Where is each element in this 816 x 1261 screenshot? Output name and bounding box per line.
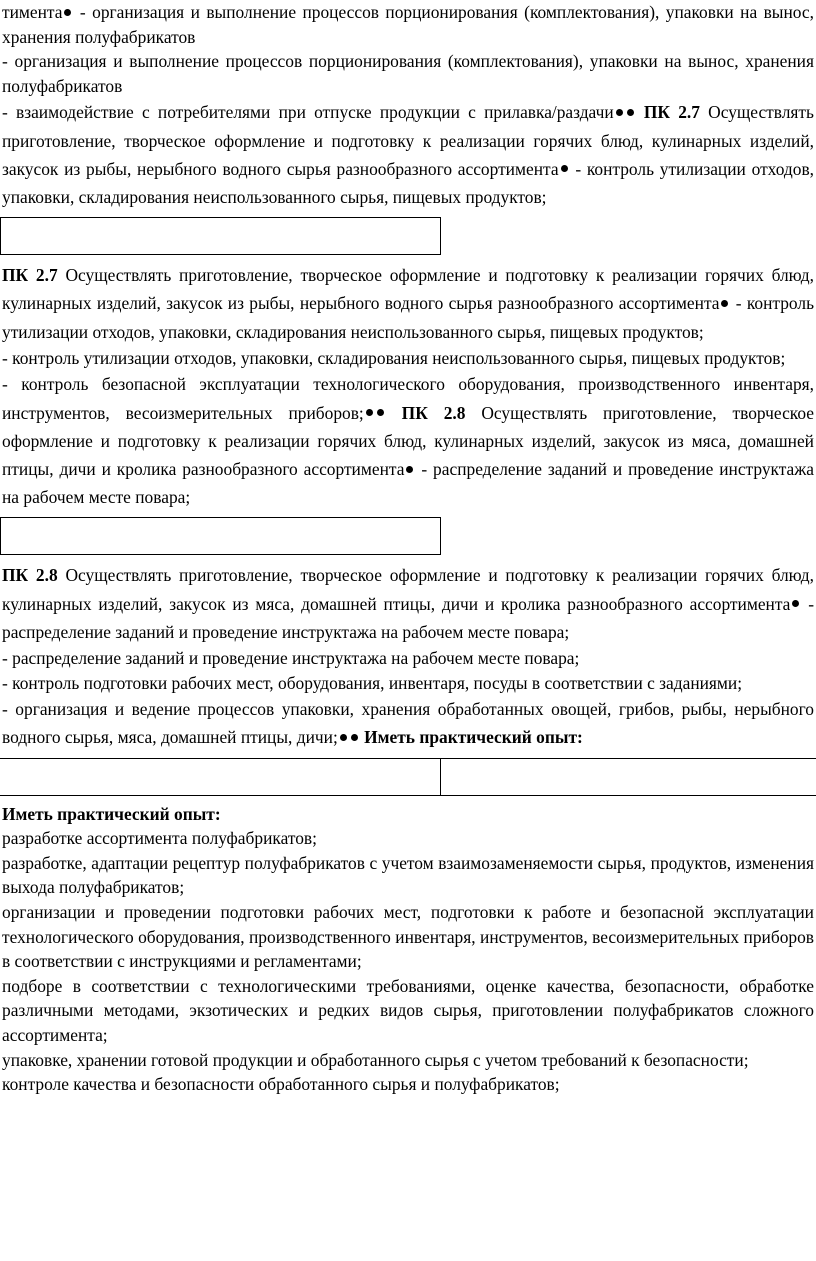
list-item: - распределение заданий и проведение инструктажа на рабочем месте повара;	[2, 648, 580, 669]
pk-label: ПК 2.8	[401, 402, 466, 423]
text-fragment: - организация и ведение процессов упаковки, хранения обработанных овощей, грибов, рыбы, нерыбного водного сырья, мяса, домашней птицы, дичи;	[2, 699, 814, 748]
section-heading: Иметь практический опыт:	[2, 803, 221, 824]
bullet-icon	[340, 734, 347, 741]
empty-table-cell	[0, 217, 441, 255]
section-4	[0, 802, 816, 1097]
text-fragment: Осуществлять приготовление, творческое оформление и подготовку к реализации горячих блюд, кулинарных изделий, закусок из рыбы, нерыбного водного сырья разнообразного ассортимента	[2, 265, 814, 314]
bullet-icon	[377, 409, 384, 416]
list-item: - контроль подготовки рабочих мест, оборудования, инвентаря, посуды в соответствии с заданиями;	[2, 672, 743, 693]
list-item: организации и проведении подготовки рабочих мест, подготовки к работе и безопасной эксплуатации технологического оборудования, производственного инвентаря, инструментов, весоизмерительных приборов в соответствии с инструкциями и регламентами;	[2, 901, 814, 972]
paragraph-pk	[2, 561, 814, 646]
section-2	[0, 261, 816, 555]
list-item: разработке ассортимента полуфабрикатов;	[2, 828, 317, 849]
list-item: - контроль утилизации отходов, упаковки, складирования неиспользованного сырья, пищевых продуктов;	[2, 347, 786, 368]
text-fragment: Осуществлять приготовление, творческое оформление и подготовку к реализации горячих блюд, кулинарных изделий, закусок из мяса, домашней птицы, дичи и кролика разнообразного ассортимента	[2, 402, 814, 479]
list-item: - организация и выполнение процессов порционирования (комплектования), упаковки на вынос, хранения полуфабрикатов	[2, 51, 814, 96]
bullet-icon	[351, 734, 358, 741]
bullet-icon	[627, 109, 634, 116]
text-fragment: - контроль безопасной эксплуатации технологического оборудования, производственного инвентаря, инструментов, весоизмерительных приборов;	[2, 374, 814, 423]
text-fragment: - распределение заданий и проведение инструктажа на рабочем месте повара;	[2, 593, 814, 642]
bullet-icon	[561, 165, 568, 172]
bullet-icon	[64, 9, 71, 16]
bullet-icon	[721, 300, 728, 307]
empty-table-cell	[0, 759, 441, 795]
list-item: подборе в соответствии с технологическими требованиями, оценке качества, безопасности, обработке различными методами, экзотических и редких видов сырья, приготовлении полуфабрикатов сложного ассортимента;	[2, 975, 814, 1045]
empty-table-row	[0, 758, 816, 796]
list-item	[2, 695, 814, 751]
pk-label: ПК 2.7	[2, 265, 58, 286]
paragraph-pk	[2, 261, 814, 346]
bullet-icon	[406, 466, 413, 473]
text-fragment: тимента	[2, 2, 63, 22]
empty-table-cell	[0, 517, 441, 555]
section-3	[0, 561, 816, 795]
text-fragment: - взаимодействие с потребителями при отпуске продукции с прилавка/раздачи	[2, 102, 614, 123]
text-fragment: - распределение заданий и проведение инструктажа на рабочем месте повара;	[2, 459, 814, 508]
text-fragment: - контроль утилизации отходов, упаковки, складирования неиспользованного сырья, пищевых продуктов;	[2, 158, 814, 207]
text-fragment: - организация и выполнение процессов порционирования (комплектования), упаковки на вынос, хранения полуфабрикатов	[2, 2, 814, 47]
list-item: упаковке, хранении готовой продукции и обработанного сырья с учетом требований к безопасности;	[2, 1049, 749, 1070]
section-heading: Иметь практический опыт:	[364, 727, 583, 748]
list-item: разработке, адаптации рецептур полуфабрикатов с учетом взаимозаменяемости сырья, продуктов, изменения выхода полуфабрикатов;	[2, 852, 814, 898]
empty-table-cell	[441, 759, 816, 795]
bullet-icon	[616, 109, 623, 116]
paragraph-pk	[2, 370, 814, 511]
bullet-icon	[792, 600, 799, 607]
text-fragment: Осуществлять приготовление, творческое оформление и подготовку к реализации горячих блюд, кулинарных изделий, закусок из рыбы, нерыбного водного сырья разнообразного ассортимента	[2, 102, 814, 179]
text-fragment: - контроль утилизации отходов, упаковки, складирования неиспользованного сырья, пищевых продуктов;	[2, 293, 815, 342]
section-1	[0, 0, 816, 255]
pk-label: ПК 2.7	[643, 102, 700, 123]
pk-label: ПК 2.8	[2, 565, 58, 586]
bullet-icon	[366, 409, 373, 416]
text-fragment: Осуществлять приготовление, творческое оформление и подготовку к реализации горячих блюд, кулинарных изделий, закусок из мяса, домашней птицы, дичи и кролика разнообразного ассортимента	[2, 565, 814, 614]
paragraph-pk	[2, 98, 814, 211]
paragraph-intro	[2, 0, 814, 49]
list-item: контроле качества и безопасности обработанного сырья и полуфабрикатов;	[2, 1074, 560, 1095]
